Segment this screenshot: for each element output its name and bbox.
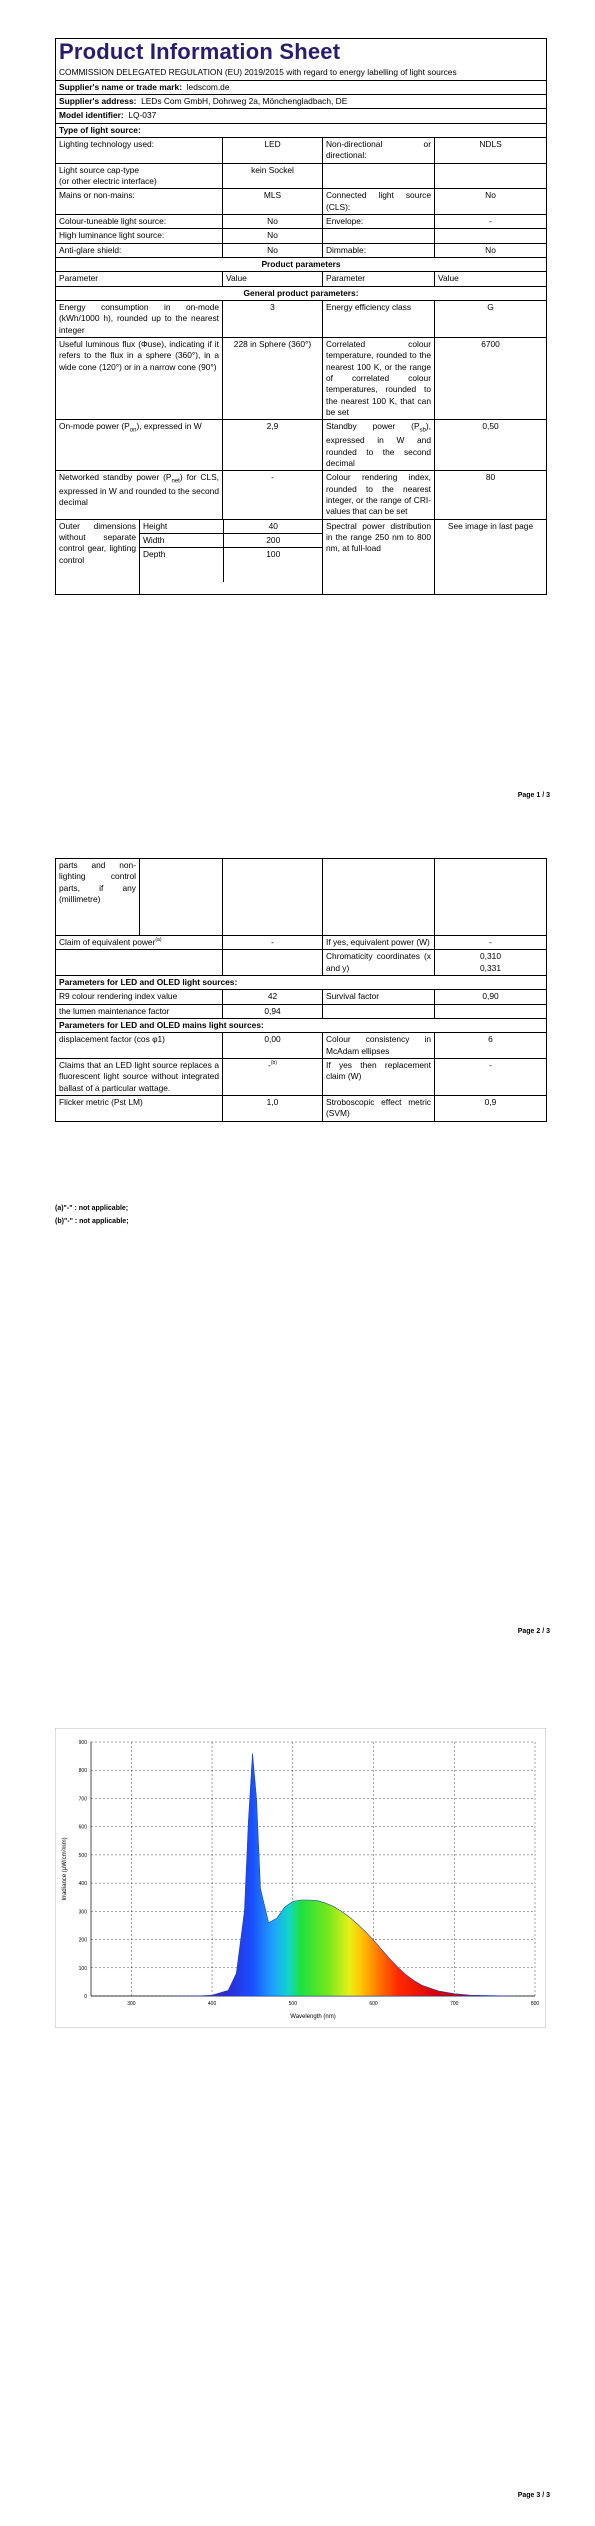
survival-factor-label: Survival factor: [323, 990, 435, 1004]
col-parameter-2: Parameter: [323, 272, 435, 286]
cri-label: Colour rendering index, rounded to the nearest integer, or the range of CRI-values that can be set: [323, 471, 435, 519]
efficiency-class-value: G: [435, 301, 547, 338]
mains-label: Mains or non-mains:: [56, 189, 223, 215]
table-row: [56, 189, 547, 215]
width-label: Width: [140, 533, 223, 547]
envelope-label: Envelope:: [323, 214, 435, 228]
regulation-subtitle: COMMISSION DELEGATED REGULATION (EU) 2019/2015 with regard to energy labelling of light sources: [59, 67, 457, 78]
flicker-metric-label: Flicker metric (Pst LM): [56, 1096, 223, 1122]
envelope-value: -: [435, 214, 547, 228]
cri-value: 80: [435, 471, 547, 519]
product-info-table: [55, 38, 547, 595]
displacement-factor-value: 0,00: [223, 1033, 323, 1059]
table-row: [56, 229, 547, 243]
table-row: [56, 163, 547, 189]
table-row: [56, 950, 547, 976]
efficiency-class-label: Energy efficiency class: [323, 301, 435, 338]
page-number: Page 2 / 3: [517, 1628, 550, 1635]
lighting-tech-label: Lighting technology used:: [56, 137, 223, 163]
x-tick-label: 600: [369, 2001, 378, 2007]
table-row: [56, 214, 547, 228]
mains-params-heading: Parameters for LED and OLED mains light sources:: [56, 1019, 547, 1033]
y-tick-label: 0: [84, 1994, 87, 2000]
y-tick-label: 600: [78, 1824, 87, 1831]
supplier-address-value: LEDs Com GmbH, Dohrweg 2a, Mönchengladbach, DE: [141, 95, 348, 106]
lighting-tech-value: LED: [223, 137, 323, 163]
general-params-heading: General product parameters:: [56, 286, 547, 300]
displacement-factor-label: displacement factor (cos φ1): [56, 1033, 223, 1059]
width-value: 200: [223, 533, 323, 547]
table-row: [56, 1033, 547, 1059]
cct-label: Correlated colour temperature, rounded to the nearest 100 K, or the range of correlated colour temperatures, rounded to the nearest 100 K, that can be set: [323, 338, 435, 420]
lumen-maintenance-label: the lumen maintenance factor: [56, 1004, 223, 1018]
table-row: [56, 1059, 547, 1096]
replacement-claim-label: If yes then replacement claim (W): [323, 1059, 435, 1096]
directional-label: Non-directional or directional:: [323, 137, 435, 163]
outer-dimensions-label-cont: parts and non-lighting control parts, if any (millimetre): [56, 859, 140, 936]
y-tick-label: 400: [78, 1881, 87, 1888]
page-number: Page 3 / 3: [517, 2492, 550, 2499]
chromaticity-value: 0,310 0,331: [435, 950, 547, 976]
energy-consumption-value: 3: [223, 301, 323, 338]
networked-standby-label: Networked standby power $(P_{net})$ for CLS, expressed in W and rounded to the second decimal: [56, 471, 223, 519]
y-tick-label: 800: [78, 1768, 87, 1775]
equivalent-power-w-label: If yes, equivalent power (W): [323, 936, 435, 950]
page-2: [0, 820, 595, 1660]
spectral-distribution-label: Spectral power distribution in the range 250 nm to 800 nm, at full-load: [323, 519, 435, 594]
table-row: [56, 301, 547, 338]
luminous-flux-value: 228 in Sphere (360°): [223, 338, 323, 420]
r9-label: R9 colour rendering index value: [56, 990, 223, 1004]
table-row: [56, 859, 547, 936]
supplier-address-label: Supplier's address:: [59, 95, 137, 106]
on-mode-power-label: On-mode power $(P_{on})$, expressed in W: [56, 420, 223, 471]
supplier-name-label: Supplier's name or trade mark:: [59, 81, 183, 92]
sheet-title: Product Information Sheet: [59, 39, 341, 64]
dimmable-value: No: [435, 243, 547, 257]
supplier-address-row: [56, 94, 547, 108]
page-3: [0, 1660, 595, 2526]
table-row: [56, 1004, 547, 1018]
standby-power-label: Standby power $(P_{sb})$, expressed in W and rounded to the second decimal: [323, 420, 435, 471]
table-row: [56, 420, 547, 471]
page-number: Page 1 / 3: [517, 792, 550, 799]
height-label: Height: [140, 520, 223, 534]
high-luminance-label: High luminance light source:: [56, 229, 223, 243]
fluorescent-replacement-label: Claims that an LED light source replaces a fluorescent light source without integrated ballast of a particular wattage.: [56, 1059, 223, 1096]
y-tick-label: 300: [78, 1909, 87, 1916]
high-luminance-value: No: [223, 229, 323, 243]
cap-type-label: Light source cap-type (or other electric interface): [56, 163, 223, 189]
x-axis-label: Wavelength (nm): [290, 2014, 336, 2020]
x-tick-label: 700: [450, 2001, 459, 2007]
equivalent-power-label: Claim of equivalent power$^{(a)}$: [56, 936, 223, 950]
tuneable-value: No: [223, 214, 323, 228]
outer-dimensions-label: Outer dimensions without separate control gear, lighting control: [56, 519, 140, 594]
y-tick-label: 900: [78, 1740, 87, 1746]
y-tick-label: 500: [78, 1852, 87, 1859]
energy-consumption-label: Energy consumption in on-mode (kWh/1000 h), rounded up to the nearest integer: [56, 301, 223, 338]
spectral-power-chart: [55, 1728, 546, 2028]
lumen-maintenance-value: 0,94: [223, 1004, 323, 1018]
survival-factor-value: 0,90: [435, 990, 547, 1004]
y-tick-label: 100: [78, 1965, 87, 1972]
x-tick-label: 800: [530, 2001, 540, 2007]
spectral-distribution-value: See image in last page: [435, 519, 547, 594]
depth-label: Depth: [140, 548, 223, 583]
dimmable-label: Dimmable:: [323, 243, 435, 257]
mcadam-label: Colour consistency in McAdam ellipses: [323, 1033, 435, 1059]
cls-value: No: [435, 189, 547, 215]
fluorescent-replacement-value: -$^{(b)}$: [223, 1059, 323, 1096]
footnotes: [55, 1202, 129, 1229]
equivalent-power-value: -: [223, 936, 323, 950]
table-row: [56, 137, 547, 163]
model-label: Model identifier:: [59, 110, 124, 121]
mcadam-value: 6: [435, 1033, 547, 1059]
col-parameter-1: Parameter: [56, 272, 223, 286]
model-value: LQ-037: [128, 110, 157, 121]
type-section-heading: Type of light source:: [56, 123, 547, 137]
table-row: [56, 519, 547, 594]
footnote-a: (a)"-" : not applicable;: [55, 1205, 129, 1212]
tuneable-label: Colour-tuneable light source:: [56, 214, 223, 228]
table-row: [56, 471, 547, 519]
led-params-heading: Parameters for LED and OLED light sources:: [56, 976, 547, 990]
cct-value: 6700: [435, 338, 547, 420]
sheet-header: [56, 39, 547, 81]
anti-glare-value: No: [223, 243, 323, 257]
page-1: [0, 0, 595, 820]
product-params-heading: Product parameters: [56, 258, 547, 272]
anti-glare-label: Anti-glare shield:: [56, 243, 223, 257]
directional-value: NDLS: [435, 137, 547, 163]
column-header-row: [56, 272, 547, 286]
mains-value: MLS: [223, 189, 323, 215]
model-row: [56, 109, 547, 123]
cap-type-value: kein Sockel: [223, 163, 323, 189]
replacement-claim-value: -: [435, 1059, 547, 1096]
col-value-1: Value: [223, 272, 323, 286]
table-row: [56, 990, 547, 1004]
cls-label: Connected light source (CLS):: [323, 189, 435, 215]
col-value-2: Value: [435, 272, 547, 286]
x-tick-label: 300: [127, 2001, 136, 2007]
table-row: [56, 1096, 547, 1122]
standby-power-value: 0,50: [435, 420, 547, 471]
depth-value: 100: [266, 549, 281, 560]
networked-standby-value: -: [223, 471, 323, 519]
table-row: [56, 243, 547, 257]
flicker-metric-value: 1,0: [223, 1096, 323, 1122]
svm-label: Stroboscopic effect metric (SVM): [323, 1096, 435, 1122]
table-row: [56, 936, 547, 950]
dimensions-table: [140, 520, 323, 583]
on-mode-power-value: 2,9: [223, 420, 323, 471]
x-tick-label: 400: [207, 2001, 217, 2007]
table-row: [56, 338, 547, 420]
chromaticity-label: Chromaticity coordinates (x and y): [323, 950, 435, 976]
equivalent-power-w-value: -: [435, 936, 547, 950]
x-tick-label: 500: [288, 2001, 297, 2007]
supplier-name-value: ledscom.de: [186, 81, 230, 92]
y-axis-label: Irradiance (µW/cm²/nm): [62, 1837, 68, 1901]
product-info-table-continued: [55, 858, 547, 1122]
height-value: 40: [223, 520, 323, 534]
y-tick-label: 700: [78, 1796, 87, 1803]
y-tick-label: 200: [78, 1937, 87, 1944]
footnote-b: (b)"-" : not applicable;: [55, 1218, 129, 1226]
svm-value: 0,9: [435, 1096, 547, 1122]
luminous-flux-label: Useful luminous flux (Φuse), indicating if it refers to the flux in a sphere (360°), in a wide cone (120°) or in a narrow cone (90°): [56, 338, 223, 420]
r9-value: 42: [223, 990, 323, 1004]
supplier-name-row: [56, 80, 547, 94]
